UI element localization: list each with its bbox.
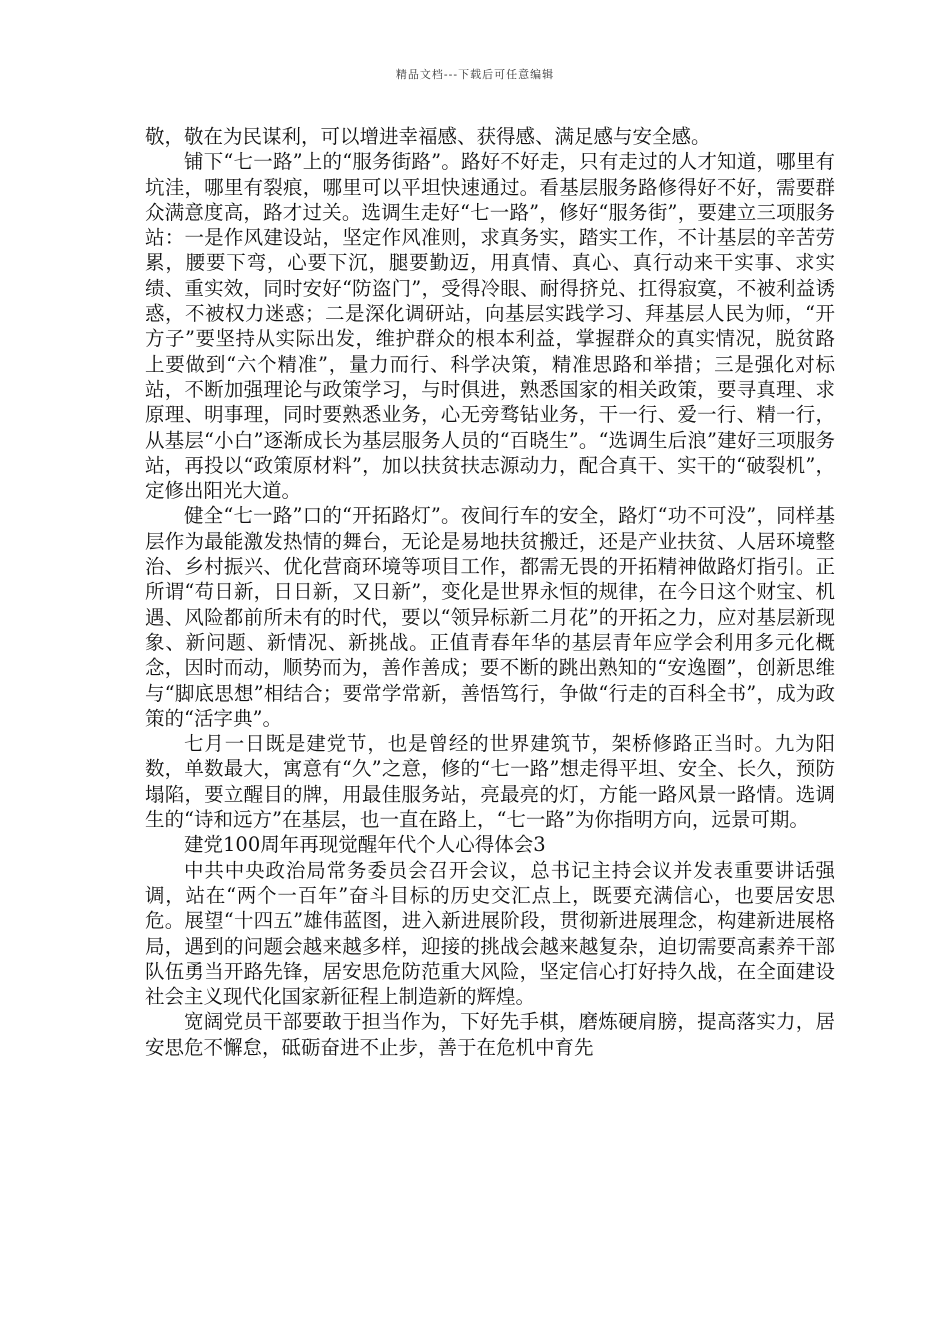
paragraph: 敬，敬在为民谋利，可以增进幸福感、获得感、满足感与安全感。 <box>145 125 711 148</box>
page-header: 精品文档---下载后可任意编辑 <box>395 68 555 81</box>
section-heading: 建党100周年再现觉醒年代个人心得体会3 <box>184 833 546 857</box>
paragraph: 健全“七一路”口的“开拓路灯”。夜间行车的安全，路灯“功不可没”，同样基层作为最能激发热情的舞台，无论是易地扶贫搬迁，还是产业扶贫、人居环境整治、乡村振兴、优化营商环境等项目工作，都需无畏的开拓精神做路灯指引。正所谓“苟日新，日日新，又日新”，变化是世界永恒的规律，在今日这个财宝、机遇、风险都前所未有的时代，要以“领异标新二月花”的开拓之力，应对基层新现象、新问题、新情况、新挑战。正值青春年华的基层青年应学会利用多元化概念，因时而动，顺势而为，善作善成；要不断的跳出熟知的“安逸圈”，创新思维与“脚底思想”相结合；要常学常新，善悟笃行，争做“行走的百科全书”，成为政策的“活字典”。 <box>145 504 835 730</box>
document-body <box>145 124 835 1060</box>
paragraph: 铺下“七一路”上的“服务街路”。路好不好走，只有走过的人才知道，哪里有坑洼，哪里有裂痕，哪里可以平坦快速通过。看基层服务路修得好不好，需要群众满意度高，路才过关。选调生走好“七一路”，修好“服务街”，要建立三项服务站：一是作风建设站，坚定作风准则，求真务实，踏实工作，不计基层的辛苦劳累，腰要下弯，心要下沉，腿要勤迈，用真情、真心、真行动来干实事、求实绩、重实效，同时安好“防盗门”，受得冷眼、耐得挤兑、扛得寂寞，不被利益诱惑，不被权力迷惑；二是深化调研站，向基层实践学习、拜基层人民为师，“开方子”要坚持从实际出发，维护群众的根本利益，掌握群众的真实情况，脱贫路上要做到“六个精准”，量力而行、科学决策，精准思路和举措；三是强化对标站，不断加强理论与政策学习，与时俱进，熟悉国家的相关政策，要寻真理、求原理、明事理，同时要熟悉业务，心无旁骛钻业务，干一行、爱一行、精一行，从基层“小白”逐渐成长为基层服务人员的“百晓生”。“选调生后浪”建好三项服务站，再投以“政策原材料”，加以扶贫扶志源动力，配合真干、实干的“破裂机”，定修出阳光大道。 <box>145 150 835 503</box>
paragraph: 七月一日既是建党节，也是曾经的世界建筑节，架桥修路正当时。九为阳数，单数最大，寓意有“久”之意，修的“七一路”想走得平坦、安全、长久，预防塌陷，要立醒目的牌，用最佳服务站，亮最亮的灯，方能一路风景一路情。选调生的“诗和远方”在基层，也一直在路上，“七一路”为你指明方向，远景可期。 <box>145 732 835 832</box>
paragraph: 宽阔党员干部要敢于担当作为，下好先手棋，磨炼硬肩膀，提高落实力，居安思危不懈怠，砥砺奋进不止步，善于在危机中育先 <box>145 1010 835 1059</box>
paragraph: 中共中央政治局常务委员会召开会议，总书记主持会议并发表重要讲话强调，站在“两个一百年”奋斗目标的历史交汇点上，既要充满信心，也要居安思危。展望“十四五”雄伟蓝图，进入新进展阶段，贯彻新进展理念，构建新进展格局，遇到的问题会越来越多样，迎接的挑战会越来越复杂，迫切需要高素养干部队伍勇当开路先锋，居安思危防范重大风险，坚定信心打好持久战，在全面建设社会主义现代化国家新征程上制造新的辉煌。 <box>145 858 835 1009</box>
